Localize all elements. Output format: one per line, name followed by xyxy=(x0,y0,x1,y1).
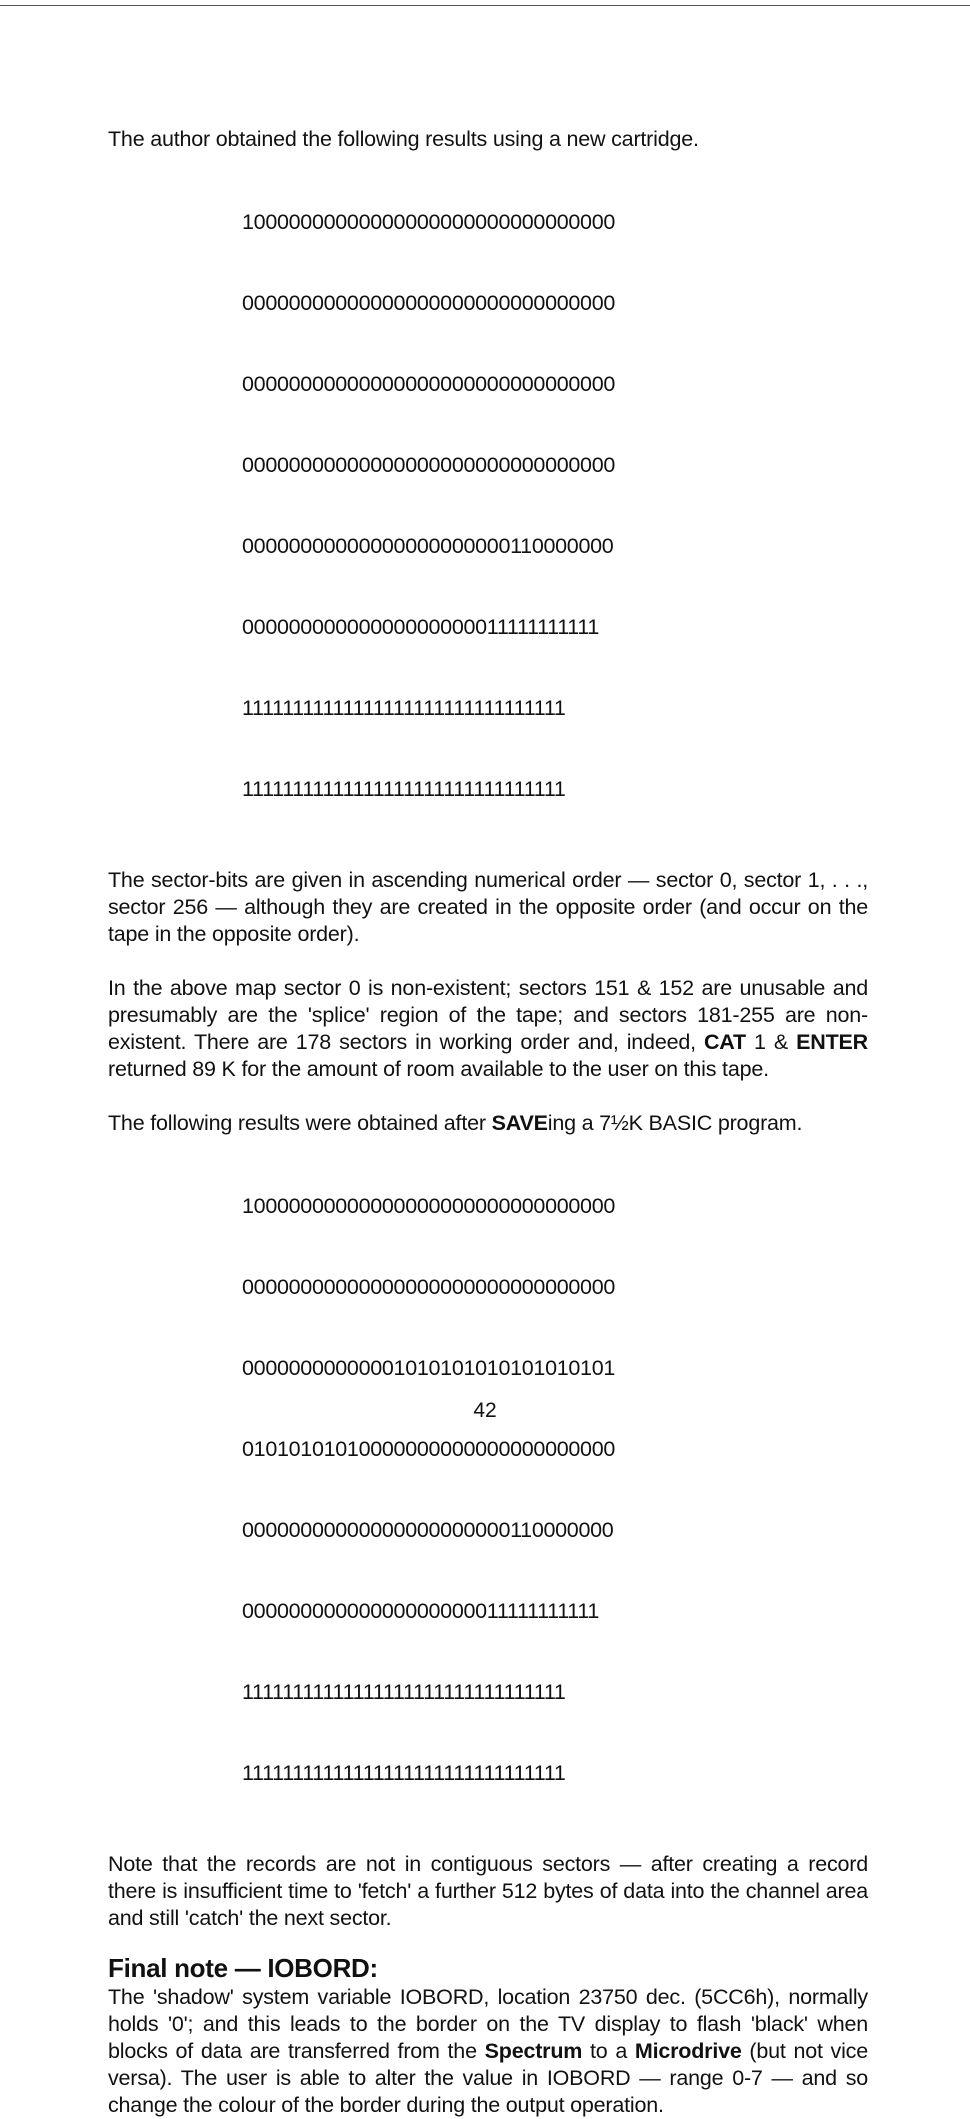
sector-map-after-save xyxy=(242,1139,868,1841)
text-run: The 'shadow' system variable IOBORD, location 23750 dec. (5CC6h), normally holds '0'; and this leads to the border on the TV display to flash 'black' when blocks of data are transferred from the xyxy=(108,1985,868,2063)
text-run: In the above map sector 0 is non-existent; sectors 151 & 152 are unusable and presumably are the 'splice' region of the tape; and sectors 181-255 are non-existent. There are 178 sectors in working order and, indeed, xyxy=(108,976,868,1054)
contiguous-note-paragraph: Note that the records are not in contiguous sectors — after creating a record there is insufficient time to 'fetch' a further 512 bytes of data into the channel area and still 'catch' the next sector. xyxy=(108,1852,868,1930)
text-run: The following results were obtained after xyxy=(108,1111,492,1135)
bitmap-row: 00000000000000000000000000000000 xyxy=(242,453,616,477)
page-content xyxy=(108,126,868,2119)
bitmap-row: 01010101010000000000000000000000 xyxy=(242,1437,616,1461)
intro-paragraph: The author obtained the following results using a new cartridge. xyxy=(108,127,699,151)
enter-keyword: ENTER xyxy=(796,1030,868,1054)
bitmap-row: 00000000000000000000000000000000 xyxy=(242,1275,616,1299)
iobord-paragraph xyxy=(108,1984,868,2119)
spectrum-keyword: Spectrum xyxy=(484,2039,583,2063)
text-run: ing a 7½K BASIC program. xyxy=(547,1111,803,1135)
top-rule xyxy=(0,5,970,6)
bitmap-row: 11111111111111111111111111111111 xyxy=(242,777,566,801)
text-run: returned 89 K for the amount of room available to the user on this tape. xyxy=(108,1057,769,1081)
bitmap-row: 00000000000000000000000000000000 xyxy=(242,372,616,396)
cat-keyword: CAT xyxy=(703,1030,746,1054)
save-keyword: SAVE xyxy=(491,1111,548,1135)
bitmap-row: 00000000000000000000000110000000 xyxy=(242,1518,614,1542)
section-heading: Final note — IOBORD: xyxy=(108,1953,378,1983)
bitmap-row: 11111111111111111111111111111111 xyxy=(242,696,566,720)
sector-order-paragraph: The sector-bits are given in ascending numerical order — sector 0, sector 1, . . ., sector 256 — although they are created in the opposite order (and occur on the tape in the opposite order). xyxy=(108,868,868,946)
bitmap-row: 00000000000000000000011111111111 xyxy=(242,615,600,639)
microdrive-keyword: Microdrive xyxy=(634,2039,742,2063)
bitmap-row: 00000000000000000000011111111111 xyxy=(242,1599,600,1623)
sector-map-new-cartridge xyxy=(242,155,868,857)
text-run: (but not vice versa). The user is able to alter the value in IOBORD — range 0-7 — and so change the colour of the border during the output operation. xyxy=(108,2039,868,2117)
bitmap-row: 00000000000000000000000110000000 xyxy=(242,534,614,558)
page-number: 42 xyxy=(473,1399,497,1422)
text-run: to a xyxy=(582,2039,635,2063)
bitmap-row: 11111111111111111111111111111111 xyxy=(242,1761,566,1785)
bitmap-row: 00000000000000000000000000000000 xyxy=(242,291,616,315)
bitmap-row: 00000000000001010101010101010101 xyxy=(242,1356,616,1380)
save-results-paragraph xyxy=(108,1110,868,1137)
bitmap-row: 11111111111111111111111111111111 xyxy=(242,1680,566,1704)
bitmap-row: 10000000000000000000000000000000 xyxy=(242,1194,616,1218)
text-run: 1 & xyxy=(745,1030,797,1054)
bitmap-row: 10000000000000000000000000000000 xyxy=(242,210,616,234)
sector-map-explanation-paragraph xyxy=(108,975,868,1083)
